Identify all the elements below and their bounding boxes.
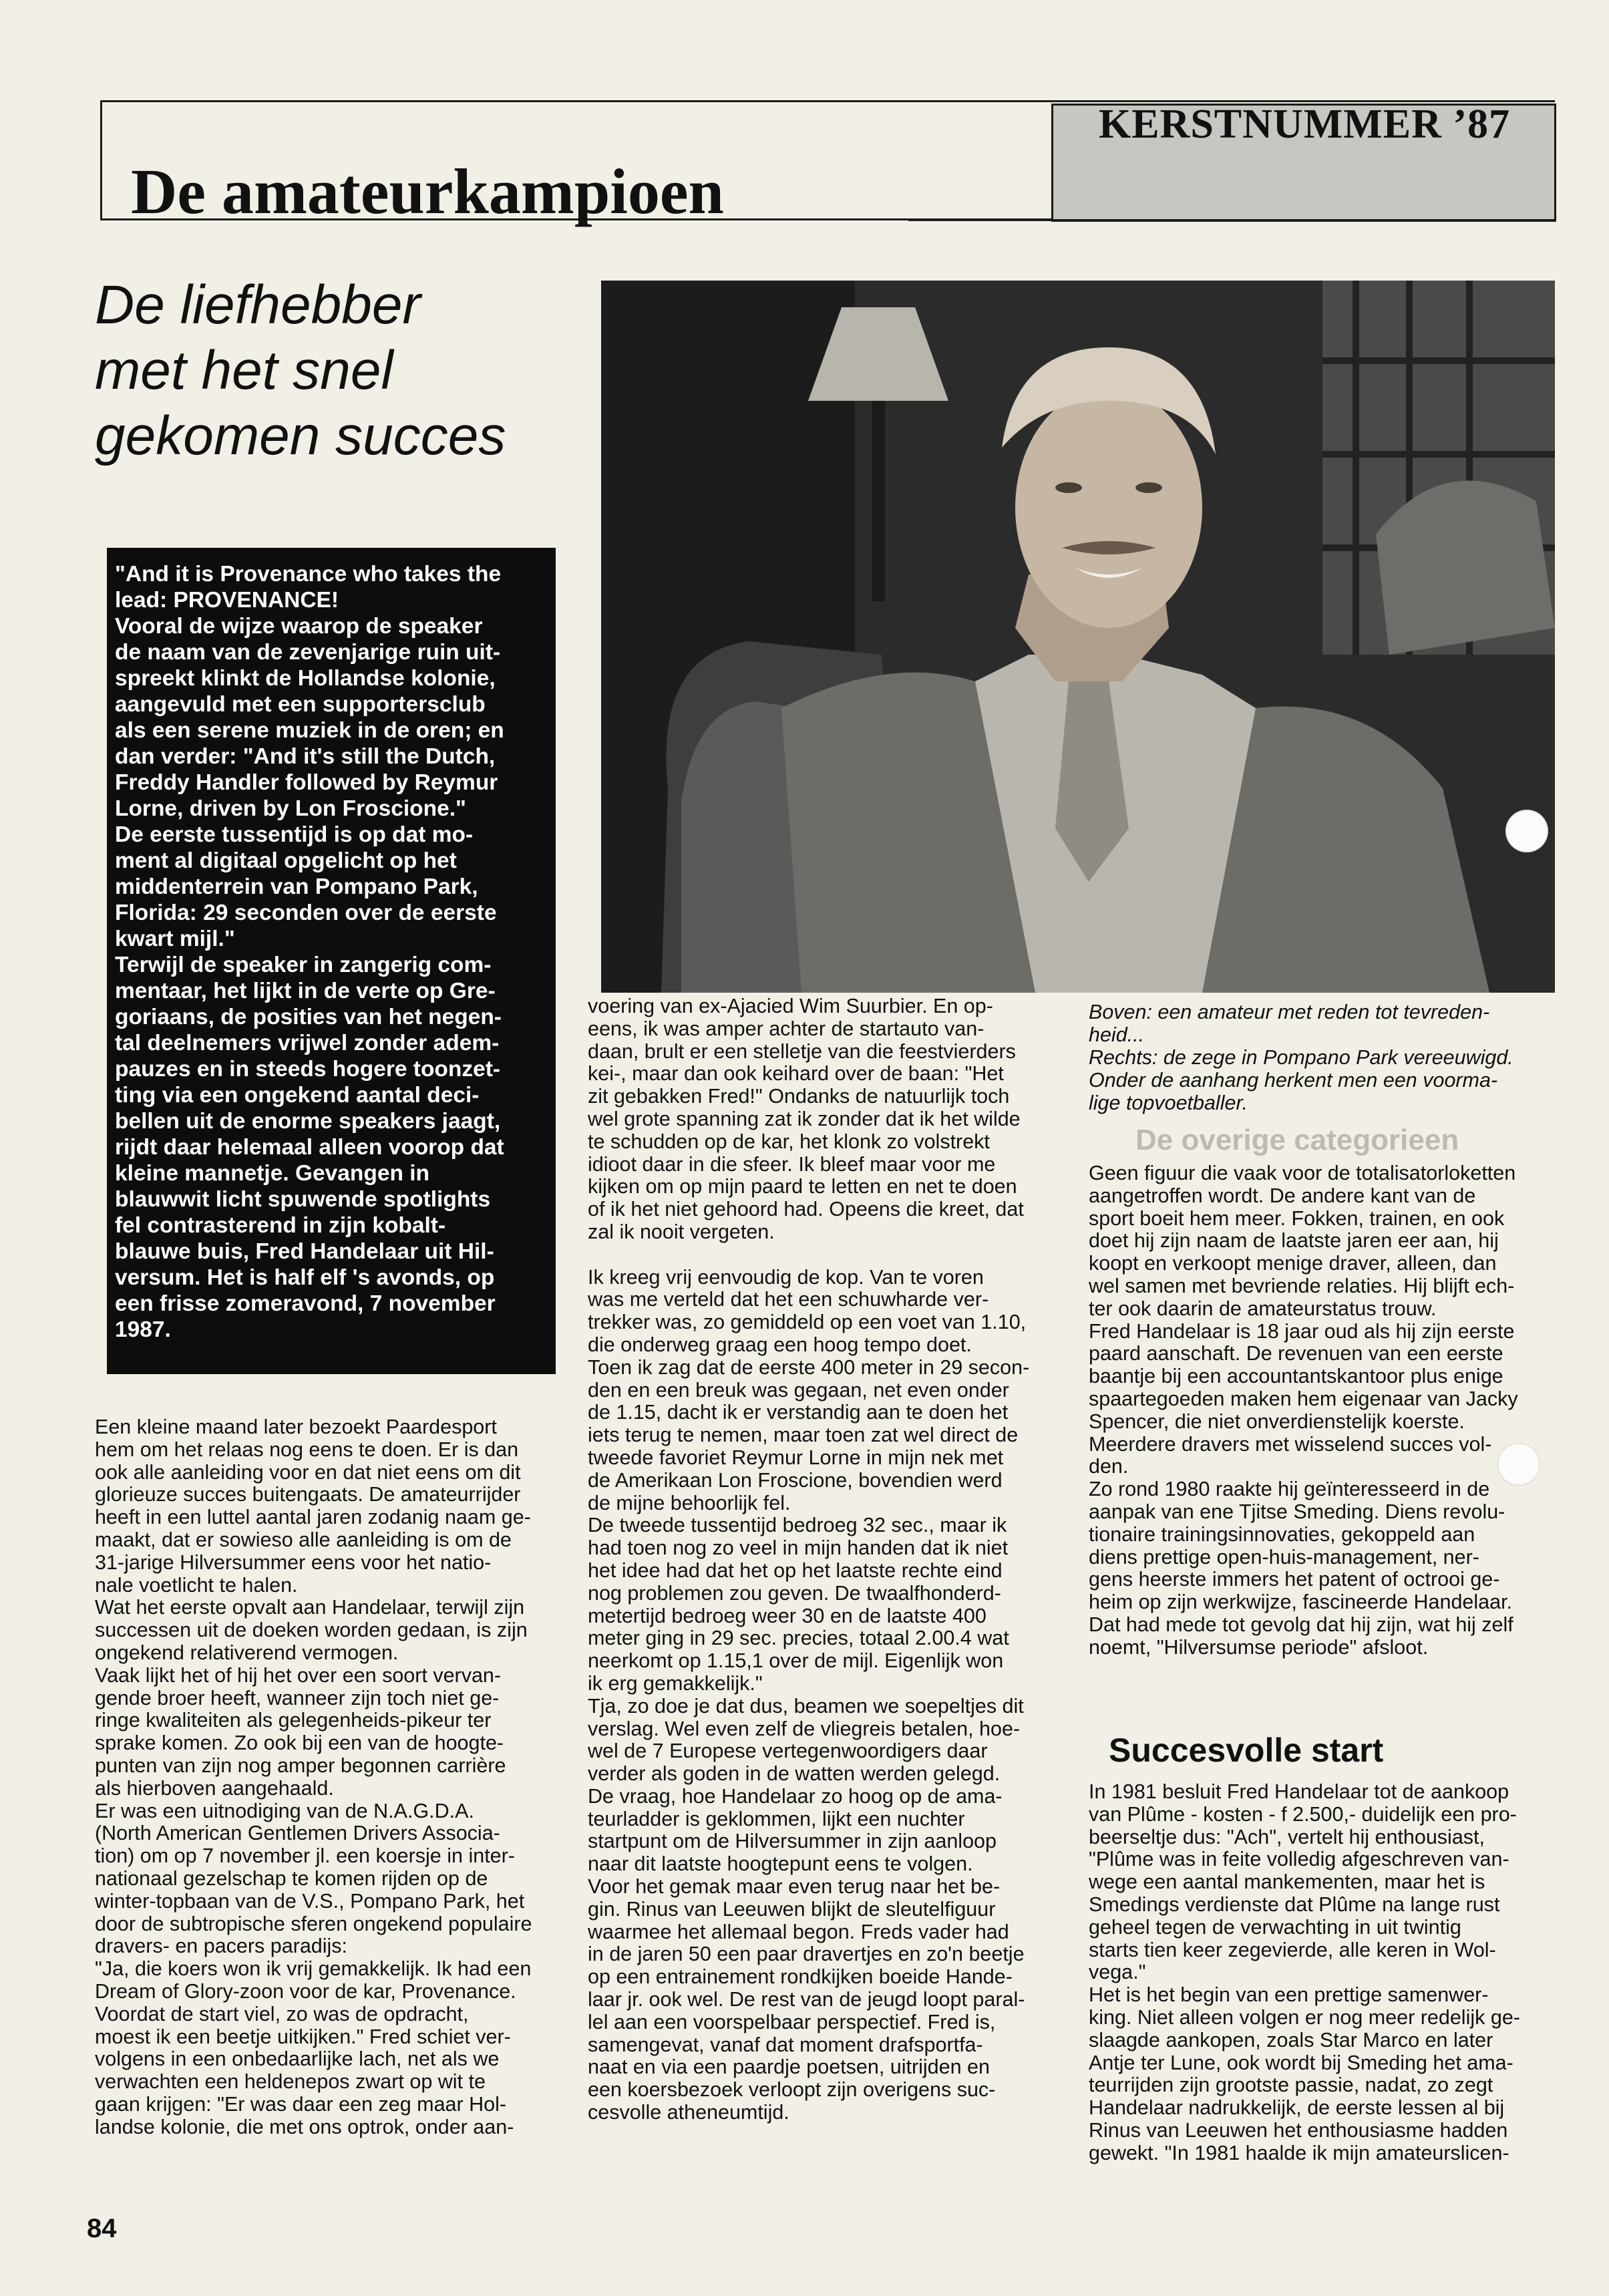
text-line: Tja, zo doe je dat dus, beamen we soepeltjes dit [588, 1695, 1024, 1717]
caption-line: lige topvoetballer. [1089, 1092, 1248, 1114]
lead-line: middenterrein van Pompano Park, [115, 874, 478, 899]
caption-line: Boven: een amateur met reden tot tevreden- [1089, 1001, 1490, 1023]
text-line: diens prettige open-huis-management, ner- [1089, 1546, 1479, 1569]
text-line: de Amerikaan Lon Froscione, bovendien werd [588, 1469, 1003, 1492]
text-line: op een entrainement rondkijken boeide Hande- [588, 1966, 1013, 1989]
text-line: verwachten een heldenepos zwart op wit te [95, 2071, 486, 2094]
text-line: ringe kwaliteiten als gelegenheids-pikeur ter [95, 1709, 492, 1732]
text-line: neerkomt op 1.15,1 over de mijl. Eigenlijk won [588, 1650, 1004, 1673]
text-line: gens heerste immers het patent of octrooi ge- [1089, 1569, 1500, 1591]
article-column-2 [588, 995, 1055, 2124]
lead-line: rijdt daar helemaal alleen voorop dat [115, 1135, 504, 1160]
text-line: landse kolonie, die met ons optrok, onder aan- [95, 2116, 514, 2138]
title-rule [908, 219, 1555, 221]
text-line: Toen ik zag dat de eerste 400 meter in 29 secon- [588, 1356, 1030, 1379]
text-line: Een kleine maand later bezoekt Paardesport [95, 1416, 497, 1438]
text-line: Zo rond 1980 raakte hij geïnteresseerd in de [1089, 1478, 1490, 1501]
text-line: "Ja, die koers won ik vrij gemakkelijk. Ik had een [95, 1958, 532, 1981]
portrait-photo-image [601, 281, 1555, 993]
text-line: eens, ik was amper achter de startauto van- [588, 1017, 985, 1040]
text-line: trekker was, zo gemiddeld op een voet van 1.10, [588, 1311, 1027, 1334]
lead-line: ting via een ongekend aantal deci- [115, 1083, 480, 1108]
text-line: lel aan een voorspelbaar perspectief. Fred is, [588, 2011, 996, 2033]
text-line: king. Niet alleen volgen er nog meer redelijk ge- [1089, 2006, 1520, 2029]
text-line: Smedings verdienste dat Plûme na lange rust [1089, 1893, 1500, 1916]
text-line: sport boeit hem meer. Fokken, trainen, en ook [1089, 1207, 1505, 1230]
text-line: kei-, maar dan ook keihard over de baan: "Het [588, 1063, 1004, 1086]
text-line: startpunt om de Hilversummer in zijn aanloop [588, 1830, 997, 1853]
lead-line: de naam van de zevenjarige ruin uit- [115, 640, 501, 665]
text-line: als hierboven aangehaald. [95, 1777, 334, 1800]
text-line: Voor het gemak maar even terug naar het be- [588, 1876, 1001, 1899]
text-line: Het is het begin van een prettige samenwer- [1089, 1984, 1489, 2007]
page-number: 84 [87, 2214, 117, 2243]
text-line: verslag. Wel even zelf de vliegreis betalen, hoe- [588, 1717, 1021, 1740]
text-line: Rinus van Leeuwen het enthousiasme hadden [1089, 2119, 1508, 2142]
text-line: baantje bij een accountantskantoor plus enige [1089, 1365, 1503, 1388]
text-line: naat en via een paardje poetsen, uitrijden en [588, 2056, 990, 2079]
text-line: maakt, dat er sowieso alle aanleiding is om de [95, 1528, 512, 1551]
text-line: meter ging in 29 sec. precies, totaal 2.00.4 wat [588, 1627, 1009, 1650]
text-line: den. [1089, 1456, 1129, 1478]
text-line: noemt, "Hilversumse periode" afsloot. [1089, 1636, 1429, 1659]
text-line: In 1981 besluit Fred Handelaar tot de aankoop [1089, 1781, 1509, 1803]
text-line: had toen nog zo veel in mijn handen dat ik niet [588, 1537, 1009, 1560]
text-line: De tweede tussentijd bedroeg 32 sec., maar ik [588, 1514, 1007, 1537]
text-line: glorieuze succes buitengaats. De amateurrijder [95, 1484, 521, 1506]
bleed-through-heading: De overige categorieen [1135, 1125, 1459, 1156]
text-line: den en een breuk was gegaan, net even onder [588, 1379, 1009, 1402]
lead-line: blauwe buis, Fred Handelaar uit Hil- [115, 1239, 494, 1264]
text-line: te schudden op de kar, het klonk zo volstrekt [588, 1130, 990, 1153]
text-line: doet hij zijn naam de laatste jaren eer aan, hij [1089, 1230, 1499, 1253]
text-line: Wat het eerste opvalt aan Handelaar, terwijl zijn [95, 1597, 525, 1619]
portrait-photo [601, 281, 1555, 993]
text-line: naar dit laatste hoogtepunt eens te volgen. [588, 1853, 973, 1876]
text-line: nog problemen zou geven. De twaalfhonderd- [588, 1582, 1001, 1605]
text-line: koopt en verkoopt menige draver, alleen, dan [1089, 1253, 1497, 1275]
text-line: Fred Handelaar is 18 jaar oud als hij zijn eerste [1089, 1320, 1515, 1343]
text-line: ongekend relativerend vermogen. [95, 1641, 399, 1664]
text-line: zit gebakken Fred!" Ondanks de natuurlijk toch [588, 1086, 1010, 1108]
text-line: heeft in een luttel aantal jaren zodanig naam ge- [95, 1506, 531, 1529]
lead-line: Terwijl de speaker in zangerig com- [115, 953, 492, 977]
text-line: starts tien keer zegevierde, alle keren in Wol- [1089, 1939, 1496, 1961]
text-line: dravers- en pacers paradijs: [95, 1935, 348, 1958]
text-line: aangetroffen wordt. De andere kant van de [1089, 1184, 1476, 1207]
text-line: hem om het relaas nog eens te doen. Er is dan [95, 1438, 519, 1461]
text-line: "Plûme was in feite volledig afgeschreven van- [1089, 1848, 1509, 1871]
lead-line: Freddy Handler followed by Reymur [115, 770, 498, 795]
lead-line: tal deelnemers vrijwel zonder adem- [115, 1031, 500, 1055]
text-line: de mijne behoorlijk fel. [588, 1492, 791, 1514]
text-line: gende broer heeft, wanneer zijn toch niet ge- [95, 1687, 500, 1709]
article-column-3-continued [1089, 1781, 1556, 2165]
text-line: tionaire trainingsinnovaties, gekoppeld aan [1089, 1523, 1475, 1546]
text-line: gewekt. "In 1981 haalde ik mijn amateurslicen- [1089, 2142, 1509, 2164]
issue-label: KERSTNUMMER ’87 [1098, 102, 1511, 147]
text-line: paard aanschaft. De revenuen van een eerste [1089, 1343, 1503, 1365]
text-line: geheel tegen de verwachting in uit twintig [1089, 1916, 1461, 1939]
text-line: iets terug te nemen, maar toen zat wel direct de [588, 1424, 1019, 1447]
punch-hole [1497, 1443, 1540, 1486]
text-line: verder als goden in de watten werden gelegd. [588, 1763, 1001, 1786]
subtitle-line: gekomen succes [95, 405, 506, 466]
lead-line: spreekt klinkt de Hollandse kolonie, [115, 666, 496, 691]
text-line: het idee had dat het op het laatste rechte eind [588, 1559, 1003, 1582]
section-heading: Succesvolle start [1109, 1732, 1384, 1769]
lead-line: lead: PROVENANCE! [115, 588, 339, 613]
caption-line: Onder de aanhang herkent men een voormа- [1089, 1069, 1498, 1092]
text-line: laar jr. ook wel. De rest van de jeugd loopt paral- [588, 1989, 1025, 2011]
lead-line: een frisse zomeravond, 7 november [115, 1291, 496, 1316]
text-line: was me verteld dat het een schuwharde ver- [588, 1289, 989, 1311]
photo-caption [1089, 1001, 1556, 1114]
article-column-3 [1089, 1162, 1556, 1659]
text-line: Dream of Glory-zoon voor de kar, Provenance. [95, 1980, 516, 2003]
text-line: van Plûme - kosten - f 2.500,- duidelijk een pro- [1089, 1803, 1517, 1826]
text-line: volgens in een onbedaarlijke lach, net als we [95, 2048, 500, 2071]
lead-line: als een serene muziek in de oren; en [115, 718, 504, 743]
text-line: winter-topbaan van de V.S., Pompano Park, het [95, 1890, 525, 1913]
lead-text [115, 561, 542, 1343]
text-line: wege een aantal mankementen, maar het is [1089, 1871, 1485, 1894]
text-line: punten van zijn nog amper begonnen carrière [95, 1754, 506, 1777]
lead-line: fel contrasterend in zijn kobalt- [115, 1213, 446, 1238]
lead-line: bellen uit de enorme speakers jaagt, [115, 1109, 501, 1134]
lead-line: Vooral de wijze waarop de speaker [115, 614, 483, 639]
page-title: De amateurkampioen [131, 156, 724, 227]
text-line: tion) om op 7 november jl. een koersje in inter- [95, 1845, 515, 1868]
lead-line: pauzes en in steeds hogere toonzet- [115, 1057, 501, 1082]
text-line: kijken om op mijn paard te letten en net te doen [588, 1176, 1017, 1198]
text-line: tweede favoriet Reymur Lorne in mijn nek met [588, 1446, 1004, 1469]
text-line: ook alle aanleiding voor en dat niet eens om dit [95, 1461, 521, 1484]
caption-line: heid... [1089, 1023, 1145, 1046]
text-line: gaan krijgen: "Er was daar een zeg maar Hol- [95, 2093, 507, 2116]
text-line: 31-jarige Hilversummer eens voor het natio- [95, 1551, 492, 1574]
text-line: ter ook daarin de amateurstatus trouw. [1089, 1297, 1437, 1320]
lead-line: De eerste tussentijd is op dat mo- [115, 822, 474, 847]
text-line: Handelaar nadrukkelijk, de eerste lessen al bij [1089, 2097, 1505, 2120]
text-line: voering van ex-Ajacied Wim Suurbier. En op- [588, 995, 993, 1017]
lead-line: kleine mannetje. Gevangen in [115, 1161, 430, 1186]
text-line: door de subtropische sferen ongekend populaire [95, 1913, 532, 1935]
text-line: Antje ter Lune, ook wordt bij Smeding het ama- [1089, 2052, 1513, 2074]
text-line: wel samen met bevriende relaties. Hij blijft ech- [1089, 1275, 1515, 1297]
text-line: waarmee het allemaal begon. Freds vader had [588, 1921, 1009, 1943]
subtitle-line: De liefhebber [95, 275, 421, 335]
lead-line: kwart mijl." [115, 927, 235, 951]
text-line: Geen figuur die vaak voor de totalisatorloketten [1089, 1162, 1516, 1184]
text-line: teurrijden zijn grootste passie, nadat, zo zegt [1089, 2074, 1493, 2097]
text-line: Meerdere dravers met wisselend succes vol- [1089, 1433, 1492, 1456]
text-line: cesvolle atheneumtijd. [588, 2102, 789, 2124]
text-line: sprake komen. Zo ook bij een van de hoogte- [95, 1732, 504, 1755]
text-line: beerseltje dus: "Ach", vertelt hij enthousiast, [1089, 1826, 1485, 1848]
text-line: die onderweg graag een hoog tempo doet. [588, 1333, 972, 1356]
lead-line: ment al digitaal opgelicht op het [115, 848, 457, 873]
lead-line: 1987. [115, 1317, 171, 1342]
lead-line: goriaans, de posities van het negen- [115, 1005, 502, 1029]
text-line: daan, brult er een stelletje van die feestvierders [588, 1040, 1016, 1063]
caption-line: Rechts: de zege in Pompano Park vereeuwigd. [1089, 1046, 1513, 1069]
text-line: de 1.15, dacht ik er verstandig aan te doen het [588, 1402, 1009, 1424]
lead-line: Florida: 29 seconden over de eerste [115, 900, 497, 925]
text-line: idioot daar in die sfeer. Ik bleef maar voor me [588, 1153, 996, 1176]
text-line: ik erg gemakkelijk." [588, 1672, 763, 1695]
text-line: zal ik nooit vergeten. [588, 1220, 775, 1243]
text-line: wel de 7 Europese vertegenwoordigers daar [588, 1740, 988, 1763]
text-line: Spencer, die niet onverdienstelijk koerste. [1089, 1410, 1465, 1433]
text-line: successen uit de doeken worden gedaan, is zijn [95, 1619, 528, 1642]
text-line: nale voetlicht te halen. [95, 1574, 298, 1597]
subtitle-line: met het snel [95, 340, 393, 401]
lead-line: mentaar, het lijkt in de verte op Gre- [115, 979, 496, 1003]
text-line: vega." [1089, 1961, 1146, 1984]
text-line: in de jaren 50 een paar dravertjes en zo'n beetje [588, 1943, 1025, 1966]
text-line: slaagde aankopen, zoals Star Marco en later [1089, 2029, 1493, 2052]
text-line: heim op zijn werkwijze, fascineerde Handelaar. [1089, 1591, 1513, 1614]
text-line: gin. Rinus van Leeuwen blijkt de sleutelfiguur [588, 1898, 996, 1921]
lead-line: dan verder: "And it's still the Dutch, [115, 744, 496, 769]
text-line: De vraag, hoe Handelaar zo hoog op de ama- [588, 1785, 1003, 1808]
punch-hole [1505, 810, 1548, 852]
lead-line: aangevuld met een supportersclub [115, 692, 486, 717]
text-line: (North American Gentlemen Drivers Associa- [95, 1822, 500, 1845]
article-subtitle [95, 273, 589, 469]
text-line [588, 1244, 1055, 1267]
text-line: moest ik een beetje uitkijken." Fred schiet ver- [95, 2025, 511, 2048]
text-line: nationaal gezelschap te komen rijden op de [95, 1867, 488, 1890]
text-line: Vaak lijkt het of hij het over een soort vervan- [95, 1664, 502, 1687]
text-line: Dat had mede tot gevolg dat hij zijn, wat hij zelf [1089, 1613, 1513, 1636]
text-line: teurladder is geklommen, lijkt een nuchter [588, 1808, 965, 1830]
lead-line: "And it is Provenance who takes the [115, 562, 502, 587]
text-line: samengevat, vanaf dat moment drafsportfa- [588, 2033, 983, 2056]
text-line: aanpak van ene Tjitse Smeding. Diens revolu- [1089, 1500, 1505, 1523]
text-line: Voordat de start viel, zo was de opdracht, [95, 2003, 469, 2025]
text-line: spaartegoeden maken hem eigenaar van Jacky [1089, 1387, 1518, 1410]
text-line: een koersbezoek verloopt zijn overigens suc- [588, 2079, 996, 2102]
lead-line: Lorne, driven by Lon Froscione." [115, 796, 466, 821]
text-line: Er was een uitnodiging van de N.A.G.D.A. [95, 1800, 474, 1822]
article-column-1 [95, 1416, 556, 2139]
text-line: wel grote spanning zat ik zonder dat ik het wilde [588, 1108, 1021, 1130]
text-line: metertijd bedroeg weer 30 en de laatste 400 [588, 1605, 987, 1627]
text-line: Ik kreeg vrij eenvoudig de kop. Van te voren [588, 1266, 984, 1289]
lead-line: versum. Het is half elf 's avonds, op [115, 1265, 495, 1290]
text-line: of ik het niet gehoord had. Opeens die kreet, dat [588, 1198, 1024, 1221]
lead-line: blauwwit licht spuwende spotlights [115, 1187, 491, 1212]
